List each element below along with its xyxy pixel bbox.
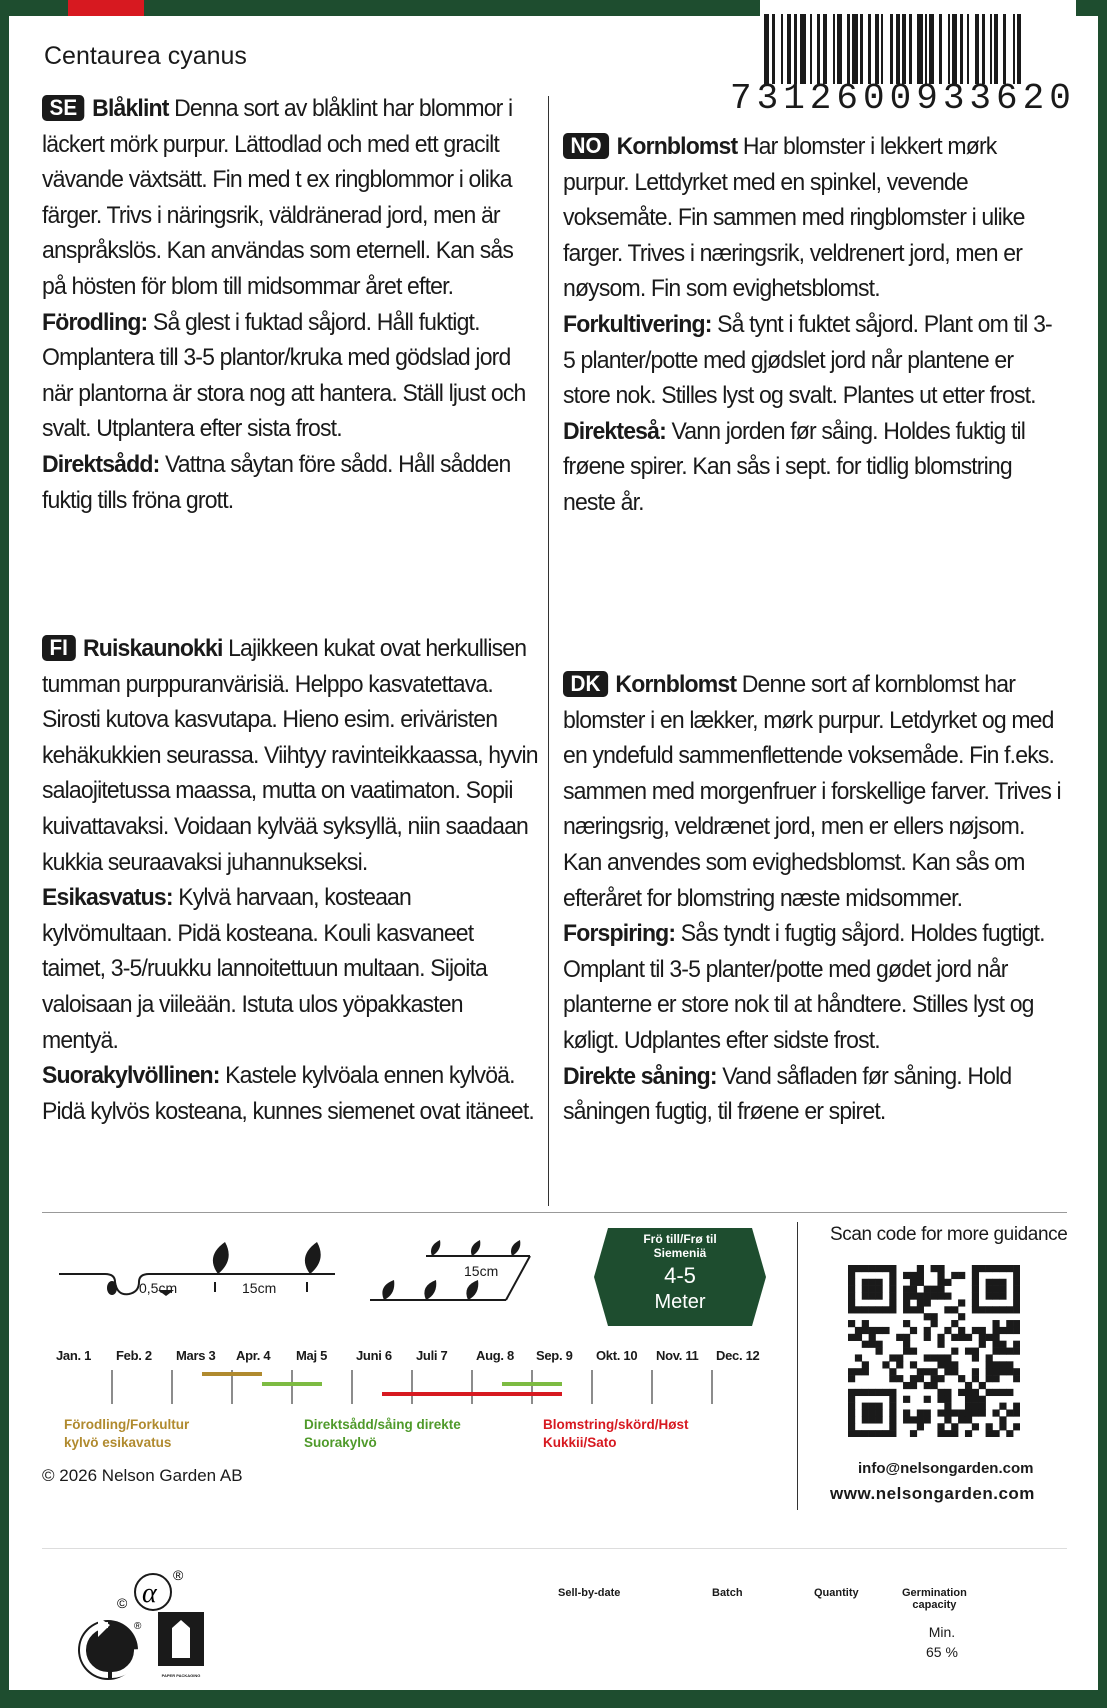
text-dk-1: Sås tyndt i fugtig såjord. Holdes fugtigt. Omplant til 3-5 planter/potte med gødet jord når planterne er store nok til at håndtere. Stilles lyst og køligt. Udplantes efter sidste frost. — [563, 920, 1045, 1054]
barcode-bar — [917, 14, 923, 84]
seed-certification-icon — [115, 1568, 191, 1616]
barcode-bar — [847, 14, 850, 84]
barcode-bar — [952, 14, 957, 84]
barcode-bar — [860, 14, 863, 84]
month-label: Jan. 1 — [56, 1348, 92, 1363]
leaf-icon — [305, 1242, 321, 1274]
barcode-bar — [925, 14, 927, 84]
legend-direct-line2: Suorakylvö — [304, 1435, 377, 1450]
plant-spacing-label: 15cm — [242, 1280, 277, 1296]
text-fi-1: Kylvä harvaan, kosteaan kylvömultaan. Pidä kosteana. Kouli kasvaneet taimet, 3-5/ruukku lannoitettuun multaan. Sijoita valoisaan ja viileään. Istuta ulos yöpakkasten mentyä. — [42, 884, 488, 1054]
barcode-bar — [948, 14, 950, 84]
intro-no: Har blomster i lekkert mørk purpur. Lettdyrket med en spinkel, vevende voksemåte. Fin sammen med ringblomster i ulike farger. Trives i næringsrik, veldrenert jord, men er nøysom. Fin som evighetsblomst. — [563, 133, 1025, 303]
legend-bloom — [543, 1416, 689, 1452]
qr-code-icon[interactable] — [848, 1265, 1020, 1437]
legend-bloom-line2: Kukkii/Sato — [543, 1435, 617, 1450]
month-label: Maj 5 — [296, 1348, 328, 1363]
left-border — [0, 0, 9, 1708]
germination-value — [926, 1622, 958, 1662]
leaf-icon — [424, 1280, 436, 1300]
heading-no-1: Forkultivering: — [563, 310, 712, 338]
month-label: Nov. 11 — [656, 1348, 699, 1363]
legend-preculture-line2: kylvö esikavatus — [64, 1435, 172, 1450]
batch-label: Batch — [712, 1587, 743, 1599]
intro-se: Denna sort av blåklint har blommor i läckert mörk purpur. Lättodlad och med ett gracilt vävande växtsätt. Fin med t ex ringblommor i olika färger. Trivs i näringsrik, väldränerad jord, men är anspråkslös. Kan användas som eternell. Kan sås på hösten för blom till midsommar året efter. — [42, 95, 514, 300]
legend-direct-line1: Direktsådd/såing direkte — [304, 1417, 461, 1432]
barcode-bar — [810, 14, 812, 84]
svg-text:©: © — [117, 1595, 128, 1611]
month-label: Juni 6 — [356, 1348, 392, 1363]
month-label: Feb. 2 — [116, 1348, 152, 1363]
website-link[interactable]: www.nelsongarden.com — [830, 1484, 1035, 1503]
barcode-bar — [967, 14, 969, 84]
intro-fi: Lajikkeen kukat ovat herkullisen tumman purppuranvärisiä. Helppo kasvatettava. Sirosti kutova kasvutapa. Hieno esim. eriväristen kehäkukkien seurassa. Viihtyy ravinteikkaassa, hyvin salaojitetussa maassa, mutta on vaatimaton. Sopii kuivattavaksi. Voidaan kylvää syksyllä, niin saadaan kukkia seuraavaksi juhannukseksi. — [42, 635, 538, 876]
heading-se-2: Direktsådd: — [42, 450, 160, 478]
month-label: Mars 3 — [176, 1348, 216, 1363]
heading-dk-2: Direkte såning: — [563, 1062, 717, 1090]
barcode-bar — [929, 14, 934, 84]
height-badge-label2: Siemeniä — [653, 1246, 707, 1260]
sell-by-label: Sell-by-date — [558, 1587, 621, 1599]
barcode-bar — [817, 14, 820, 84]
section-dk — [563, 667, 1063, 1130]
month-label: Dec. 12 — [716, 1348, 760, 1363]
row-spacing-label: 15cm — [464, 1263, 499, 1279]
info-divider — [42, 1212, 1067, 1213]
barcode-bar — [772, 14, 775, 84]
month-label: Juli 7 — [416, 1348, 448, 1363]
barcode-bar — [764, 14, 769, 84]
heading-se-1: Förodling: — [42, 308, 148, 336]
month-label: Sep. 9 — [536, 1348, 573, 1363]
seed-icon — [107, 1281, 117, 1295]
bloom-bar — [382, 1392, 562, 1396]
leaf-icon — [511, 1240, 520, 1256]
text-dk-2: Vand såfladen før såning. Hold såningen fugtig, til frøene er spiret. — [563, 1062, 1012, 1126]
barcode-bar — [1003, 14, 1006, 84]
heading-no-2: Direkteså: — [563, 417, 666, 445]
text-no-1: Så tynt i fuktet såjord. Plant om til 3-5 planter/potte med gjødslet jord når plantene er store nok. Stilles lyst og svalt. Plantes ut etter frost. — [563, 310, 1052, 410]
leaf-icon — [466, 1280, 478, 1300]
row-spacing-diagram — [370, 1236, 540, 1308]
barcode-bar — [881, 14, 883, 84]
barcode-bar — [939, 14, 942, 84]
barcode-bar — [896, 14, 900, 84]
barcode-bar — [781, 14, 783, 84]
barcode-bar — [1013, 14, 1015, 84]
barcode-bar — [837, 14, 842, 84]
section-fi — [42, 631, 540, 1129]
bottom-border — [0, 1690, 1107, 1708]
paper-packaging-icon — [156, 1610, 206, 1668]
barcode-bar — [833, 14, 835, 84]
barcode-bar — [990, 14, 992, 84]
text-fi-2: Kastele kylvöala ennen kylvöä. Pidä kylvös kosteana, kunnes siemenet ovat itäneet. — [42, 1062, 534, 1125]
barcode-bar — [1017, 14, 1021, 84]
species-name: Centaurea cyanus — [44, 42, 247, 70]
heading-fi-2: Suorakylvöllinen: — [42, 1062, 220, 1090]
quantity-label: Quantity — [814, 1587, 859, 1599]
germination-label-2: capacity — [912, 1599, 957, 1611]
height-badge-value: 4-5 — [664, 1263, 696, 1288]
right-border — [1098, 0, 1107, 1708]
email-link[interactable]: info@nelsongarden.com — [858, 1460, 1034, 1477]
barcode-bar — [794, 14, 797, 84]
direct-sow-bar — [262, 1382, 322, 1386]
sowing-depth-diagram — [55, 1238, 345, 1310]
section-no — [563, 129, 1063, 521]
barcode-bar — [868, 14, 871, 84]
leaf-icon — [213, 1242, 229, 1274]
direct-sow-bar — [502, 1382, 562, 1386]
barcode-bar — [982, 14, 985, 84]
column-divider — [548, 96, 549, 1206]
paper-packaging-label: PAPER PACKAGING — [161, 1673, 201, 1678]
barcode-number: 7312600933620 — [730, 78, 1076, 119]
legend-direct — [304, 1416, 461, 1452]
barcode-icon — [760, 0, 1076, 90]
barcode-bar — [994, 14, 998, 84]
text-se-2: Vattna såytan före sådd. Håll sådden fuktig tills fröna grott. — [42, 450, 511, 514]
germination-value-2: 65 % — [926, 1644, 958, 1660]
badge-dk: DK — [563, 671, 608, 697]
barcode-bar — [823, 14, 827, 84]
heading-dk-1: Forspiring: — [563, 920, 676, 948]
month-label: Apr. 4 — [236, 1348, 271, 1363]
legend-preculture — [64, 1416, 189, 1452]
barcode-bar — [800, 14, 806, 84]
badge-se: SE — [42, 95, 85, 121]
month-label: Aug. 8 — [476, 1348, 514, 1363]
germination-value-1: Min. — [928, 1624, 956, 1640]
footer-divider — [42, 1548, 1067, 1549]
barcode-bar — [902, 14, 906, 84]
germination-label-1: Germination — [902, 1587, 967, 1599]
sowing-calendar — [52, 1348, 772, 1404]
copyright: © 2026 Nelson Garden AB — [42, 1466, 243, 1485]
month-label: Okt. 10 — [596, 1348, 638, 1363]
title-se: Blåklint — [92, 95, 169, 122]
green-dot-icon — [76, 1617, 142, 1683]
barcode-bar — [975, 14, 979, 84]
svg-text:®: ® — [134, 1621, 142, 1632]
barcode-bar — [909, 14, 912, 84]
depth-label: 0,5cm — [139, 1280, 178, 1296]
svg-text:α: α — [142, 1578, 157, 1609]
preculture-bar — [202, 1372, 262, 1376]
text-se-1: Så glest i fuktad såjord. Håll fuktigt. Omplantera till 3-5 plantor/kruka med gödslad jord när plantorna är stora nog att hantera. Ställ ljust och svalt. Utplantera efter sista frost. — [42, 308, 526, 443]
height-badge — [594, 1232, 766, 1314]
badge-no: NO — [563, 133, 609, 159]
title-dk: Kornblomst — [615, 671, 737, 698]
legend-bloom-line1: Blomstring/skörd/Høst — [543, 1417, 689, 1432]
paper-packaging-logo — [156, 1610, 206, 1678]
section-se — [42, 91, 531, 518]
barcode-bar — [787, 14, 791, 84]
height-badge-unit: Meter — [654, 1291, 706, 1313]
intro-dk: Denne sort af kornblomst har blomster i en lækker, mørk purpur. Letdyrket og med en yndefuld sammenflettende voksemåde. Fin f.eks. sammen med morgenfruer i forskellige farver. Trives i næringsrig, veldrænet jord, men er ellers nøjsom. Kan anvendes som evighedsblomst. Kan sås om efteråret for blomstring næste midsommer. — [563, 671, 1061, 912]
svg-text:®: ® — [173, 1568, 184, 1583]
brand-red-tab — [68, 0, 144, 16]
barcode-bar — [875, 14, 879, 84]
height-badge-label1: Frö till/Frø til — [643, 1232, 717, 1246]
barcode-bar — [890, 14, 893, 84]
barcode-bar — [960, 14, 963, 84]
qr-divider — [797, 1222, 798, 1510]
leaf-icon — [471, 1240, 480, 1256]
scan-text: Scan code for more guidance — [830, 1224, 1068, 1245]
text-no-2: Vann jorden før såing. Holdes fuktig til frøene spirer. Kan sås i sept. for tidlig blomstring neste år. — [563, 417, 1026, 516]
leaf-icon — [382, 1280, 394, 1300]
title-fi: Ruiskaunokki — [82, 635, 223, 662]
leaf-icon — [431, 1240, 440, 1256]
heading-fi-1: Esikasvatus: — [42, 884, 173, 912]
legend-preculture-line1: Förodling/Forkultur — [64, 1417, 190, 1432]
badge-fi: FI — [42, 635, 75, 661]
title-no: Kornblomst — [616, 133, 738, 160]
barcode-bar — [852, 14, 858, 84]
germination-label — [902, 1587, 967, 1611]
